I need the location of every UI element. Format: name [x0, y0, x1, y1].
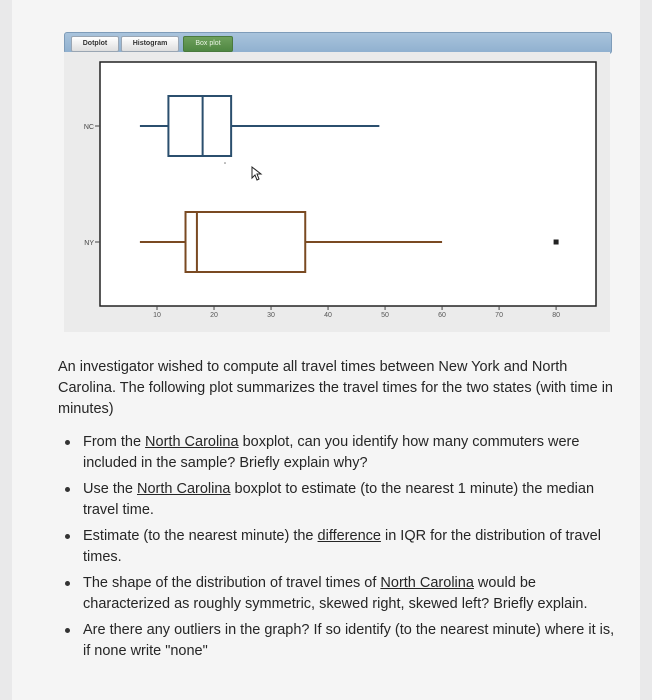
plot-area — [64, 52, 610, 332]
q1-text-pre: From the — [83, 434, 146, 450]
q4-text-pre: The shape of the distribution of travel times of — [83, 575, 381, 591]
x-tick-label-10: 10 — [153, 312, 161, 319]
q2-text-post: boxplot to estimate (to the nearest 1 minute) the median travel time. — [83, 481, 595, 518]
x-tick-label-70: 70 — [495, 312, 503, 319]
x-tick-label-20: 20 — [210, 312, 218, 319]
plot-type-tabbar — [64, 32, 612, 54]
boxplot-chart — [64, 52, 610, 332]
stray-dot — [224, 162, 226, 164]
q3-text-post: in IQR for the distribution of travel times. — [83, 528, 601, 565]
x-tick-label-80: 80 — [552, 312, 560, 319]
question-list — [58, 432, 618, 667]
x-tick-label-60: 60 — [438, 312, 446, 319]
q2-link[interactable]: North Carolina — [137, 481, 231, 497]
question-item-2 — [58, 479, 618, 520]
plot-border — [100, 62, 596, 306]
question-item-5 — [58, 620, 618, 661]
q2-text-pre: Use the — [83, 481, 137, 497]
question-intro: An investigator wished to compute all travel times between New York and North Carolina. The following plot summarizes the travel times for the two states (with time in minutes) — [58, 359, 613, 417]
q1-link[interactable]: North Carolina — [145, 434, 239, 450]
y-label-nc: NC — [83, 124, 94, 131]
q5-text: Are there any outliers in the graph? If so identify (to the nearest minute) where it is, if none write "none" — [83, 622, 615, 659]
question-item-3 — [58, 526, 618, 567]
q4-text-post: would be characterized as roughly symmetric, skewed right, skewed left? Briefly explain. — [83, 575, 588, 612]
question-item-1 — [58, 432, 618, 473]
x-tick-label-30: 30 — [267, 312, 275, 319]
y-label-ny: NY — [84, 240, 94, 247]
q3-link[interactable]: difference — [317, 528, 381, 544]
ny-outlier-80 — [554, 240, 559, 245]
tab-dotplot[interactable]: Dotplot — [71, 36, 119, 52]
q1-text-post: boxplot, can you identify how many commuters were included in the sample? Briefly explain why? — [83, 434, 580, 471]
tab-box-plot[interactable]: Box plot — [183, 36, 233, 52]
x-tick-label-40: 40 — [324, 312, 332, 319]
x-tick-label-50: 50 — [381, 312, 389, 319]
question-item-4 — [58, 573, 618, 614]
q4-link[interactable]: North Carolina — [380, 575, 474, 591]
tab-histogram[interactable]: Histogram — [121, 36, 179, 52]
q3-text-pre: Estimate (to the nearest minute) the — [83, 528, 318, 544]
